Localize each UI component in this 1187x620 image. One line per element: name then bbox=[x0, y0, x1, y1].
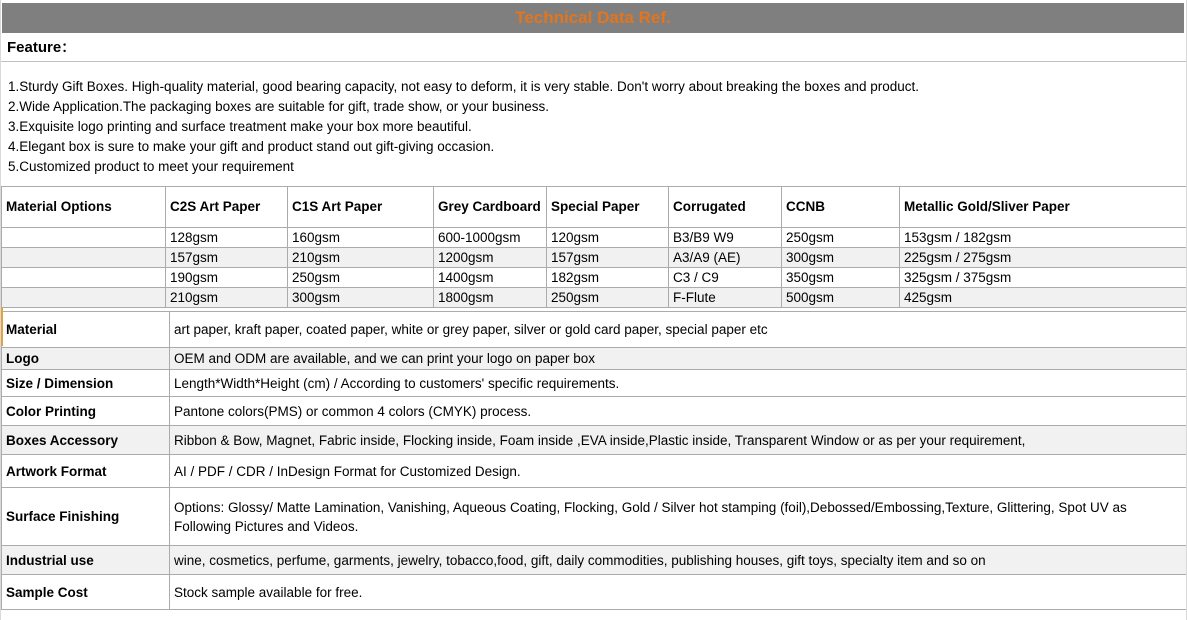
materials-cell: 300gsm bbox=[782, 248, 900, 268]
spec-label: Industrial use bbox=[2, 546, 170, 575]
spec-value: AI / PDF / CDR / InDesign Format for Customized Design. bbox=[170, 455, 1187, 488]
feature-item: 5.Customized product to meet your requirement bbox=[8, 159, 294, 174]
spec-label: Surface Finishing bbox=[2, 488, 170, 546]
materials-cell: 300gsm bbox=[288, 288, 434, 308]
materials-col-header: Corrugated bbox=[669, 187, 782, 228]
materials-cell: 190gsm bbox=[166, 268, 288, 288]
materials-cell: 500gsm bbox=[782, 288, 900, 308]
spec-label: Size / Dimension bbox=[2, 370, 170, 397]
materials-cell bbox=[2, 248, 166, 268]
spec-value: wine, cosmetics, perfume, garments, jewelry, tobacco,food, gift, daily commodities, publishing houses, gift toys, specialty item and so on bbox=[170, 546, 1187, 575]
materials-col-header: CCNB bbox=[782, 187, 900, 228]
spec-row bbox=[2, 575, 1187, 610]
materials-col-header: Material Options bbox=[2, 187, 166, 228]
materials-cell: 157gsm bbox=[166, 248, 288, 268]
section-title: Technical Data Ref. bbox=[515, 8, 671, 27]
materials-col-header: Special Paper bbox=[547, 187, 669, 228]
spec-label: Artwork Format bbox=[2, 455, 170, 488]
materials-cell: 250gsm bbox=[782, 228, 900, 248]
spec-value: art paper, kraft paper, coated paper, white or grey paper, silver or gold card paper, special paper etc bbox=[170, 312, 1187, 348]
materials-cell: 1800gsm bbox=[434, 288, 547, 308]
spec-table bbox=[1, 311, 1187, 610]
materials-cell bbox=[2, 268, 166, 288]
materials-cell: C3 / C9 bbox=[669, 268, 782, 288]
materials-table-body bbox=[2, 228, 1187, 308]
materials-row bbox=[2, 248, 1187, 268]
spec-row bbox=[2, 348, 1187, 370]
materials-row bbox=[2, 228, 1187, 248]
feature-heading: Feature： bbox=[1, 33, 1186, 62]
materials-col-header: C2S Art Paper bbox=[166, 187, 288, 228]
materials-cell: F-Flute bbox=[669, 288, 782, 308]
materials-cell: 210gsm bbox=[288, 248, 434, 268]
materials-cell bbox=[2, 228, 166, 248]
spec-value: Length*Width*Height (cm) / According to customers' specific requirements. bbox=[170, 370, 1187, 397]
materials-cell: 225gsm / 275gsm bbox=[900, 248, 1187, 268]
materials-cell: 325gsm / 375gsm bbox=[900, 268, 1187, 288]
materials-cell: 120gsm bbox=[547, 228, 669, 248]
spec-row bbox=[2, 455, 1187, 488]
feature-item: 3.Exquisite logo printing and surface treatment make your box more beautiful. bbox=[8, 119, 472, 134]
spec-table-body bbox=[2, 312, 1187, 610]
materials-cell: 250gsm bbox=[288, 268, 434, 288]
materials-cell: 350gsm bbox=[782, 268, 900, 288]
spec-row bbox=[2, 546, 1187, 575]
materials-cell: 1200gsm bbox=[434, 248, 547, 268]
materials-col-header: Grey Cardboard bbox=[434, 187, 547, 228]
materials-table-head bbox=[2, 187, 1187, 228]
spec-label: Boxes Accessory bbox=[2, 426, 170, 455]
materials-cell bbox=[2, 288, 166, 308]
materials-cell: 160gsm bbox=[288, 228, 434, 248]
materials-cell: 250gsm bbox=[547, 288, 669, 308]
materials-cell: 153gsm / 182gsm bbox=[900, 228, 1187, 248]
materials-cell: 210gsm bbox=[166, 288, 288, 308]
materials-cell: 1400gsm bbox=[434, 268, 547, 288]
spec-value: Options: Glossy/ Matte Lamination, Vanishing, Aqueous Coating, Flocking, Gold / Silver hot stamping (foil),Debossed/Embossing,Texture, Glittering, Spot UV as Following Pictures and Videos. bbox=[170, 488, 1187, 546]
spec-label: Logo bbox=[2, 348, 170, 370]
materials-cell: B3/B9 W9 bbox=[669, 228, 782, 248]
spec-label: Color Printing bbox=[2, 397, 170, 426]
materials-cell: A3/A9 (AE) bbox=[669, 248, 782, 268]
materials-col-header: C1S Art Paper bbox=[288, 187, 434, 228]
spec-row bbox=[2, 397, 1187, 426]
spec-row bbox=[2, 426, 1187, 455]
spec-value: Ribbon & Bow, Magnet, Fabric inside, Flocking inside, Foam inside ,EVA inside,Plastic inside, Transparent Window or as per your requirement, bbox=[170, 426, 1187, 455]
spec-row bbox=[2, 488, 1187, 546]
materials-header-row bbox=[2, 187, 1187, 228]
spec-row bbox=[2, 312, 1187, 348]
materials-cell: 182gsm bbox=[547, 268, 669, 288]
spec-row bbox=[2, 370, 1187, 397]
materials-cell: 157gsm bbox=[547, 248, 669, 268]
spec-value: OEM and ODM are available, and we can print your logo on paper box bbox=[170, 348, 1187, 370]
materials-row bbox=[2, 288, 1187, 308]
feature-item: 2.Wide Application.The packaging boxes are suitable for gift, trade show, or your business. bbox=[8, 99, 550, 114]
materials-cell: 600-1000gsm bbox=[434, 228, 547, 248]
accent-tick bbox=[1, 307, 3, 346]
feature-item: 1.Sturdy Gift Boxes. High-quality material, good bearing capacity, not easy to deform, it is very stable. Don't worry about breaking the boxes and product. bbox=[8, 79, 920, 94]
spec-value: Stock sample available for free. bbox=[170, 575, 1187, 610]
materials-col-header: Metallic Gold/Sliver Paper bbox=[900, 187, 1187, 228]
materials-row bbox=[2, 268, 1187, 288]
feature-list bbox=[1, 62, 1186, 177]
spec-label: Sample Cost bbox=[2, 575, 170, 610]
materials-cell: 425gsm bbox=[900, 288, 1187, 308]
spec-label: Material bbox=[2, 312, 170, 348]
materials-table bbox=[1, 186, 1187, 308]
section-title-bar bbox=[2, 3, 1184, 33]
spec-value: Pantone colors(PMS) or common 4 colors (CMYK) process. bbox=[170, 397, 1187, 426]
materials-cell: 128gsm bbox=[166, 228, 288, 248]
feature-item: 4.Elegant box is sure to make your gift and product stand out gift-giving occasion. bbox=[8, 139, 495, 154]
